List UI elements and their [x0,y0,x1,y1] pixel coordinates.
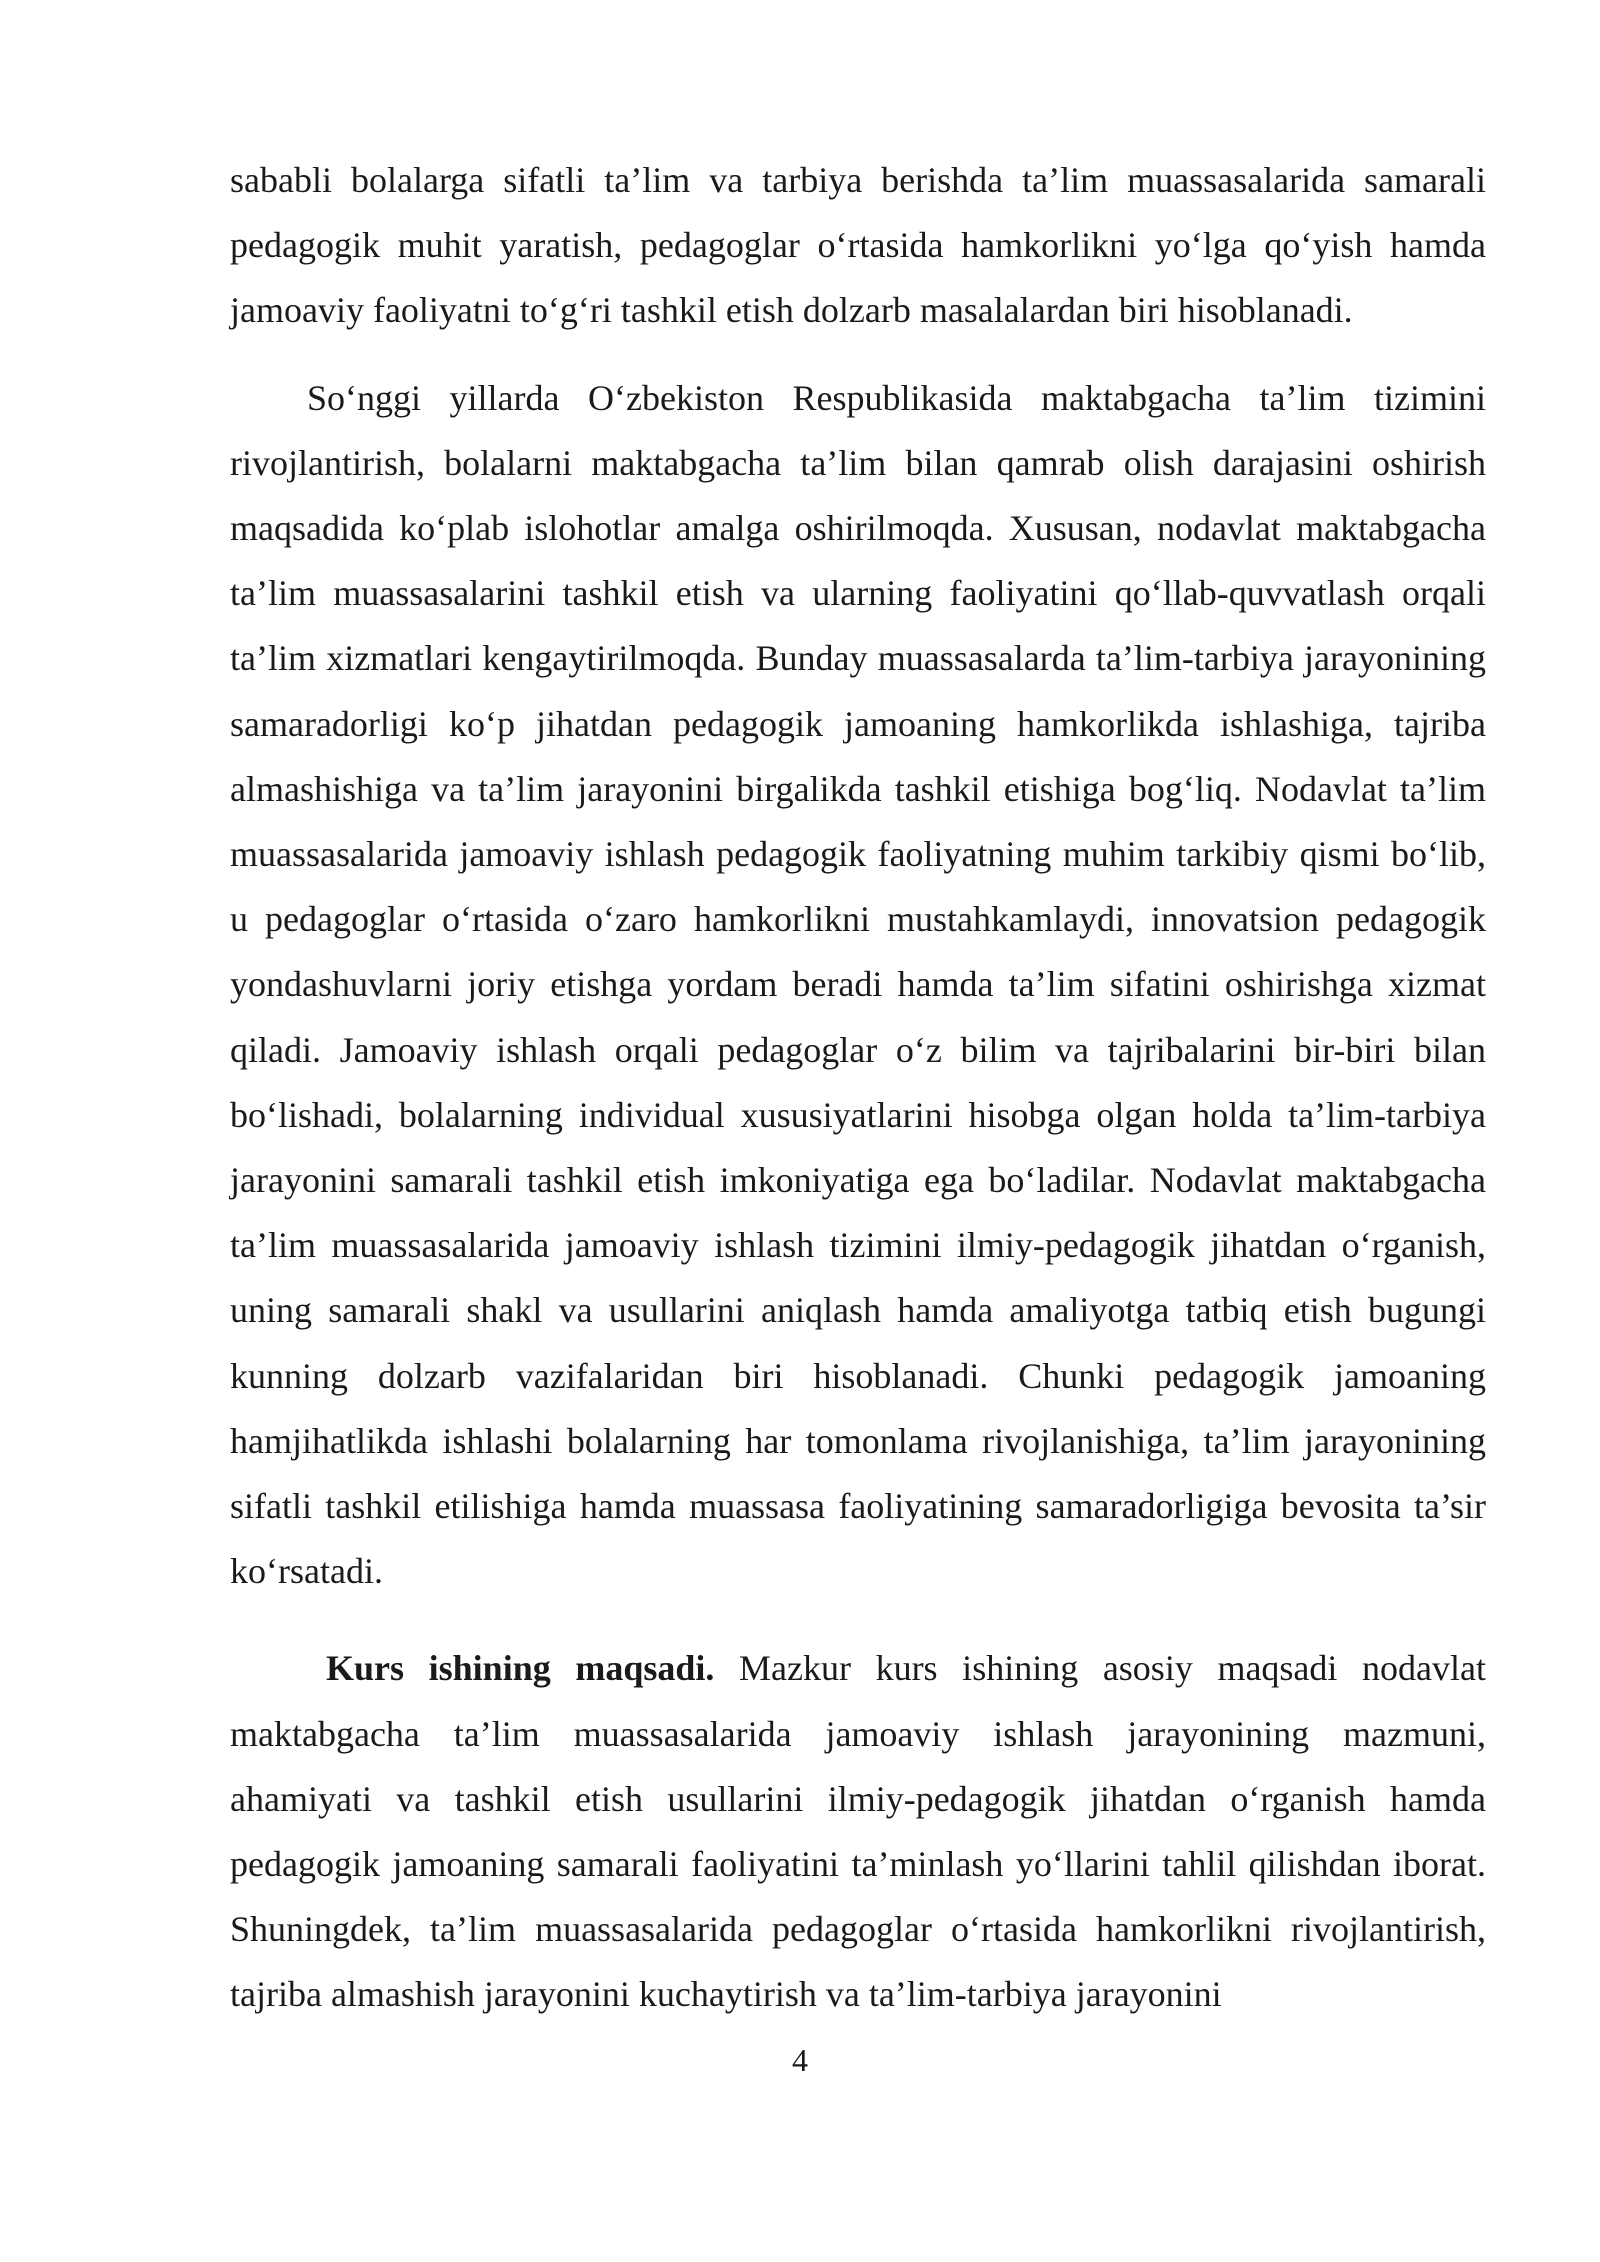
page-number: 4 [792,2042,808,2078]
paragraph-reforms: So‘nggi yillarda O‘zbekiston Respublikasida maktabgacha ta’lim tizimini rivojlantirish, bolalarni maktabgacha ta’lim bilan qamrab olish darajasini oshirish maqsadida ko‘plab islohotlar amalga oshirilmoqda. Xususan, nodavlat maktabgacha ta’lim muassasalarini tashkil etish va ularning faoliyatini qo‘llab-quvvatlash orqali ta’lim xizmatlari kengaytirilmoqda. Bunday muassasalarda ta’lim-tarbiya jarayonining samaradorligi ko‘p jihatdan pedagogik jamoaning hamkorlikda ishlashiga, tajriba almashishiga va ta’lim jarayonini birgalikda tashkil etishiga bog‘liq. Nodavlat ta’lim muassasalarida jamoaviy ishlash pedagogik faoliyatning muhim tarkibiy qismi bo‘lib, u pedagoglar o‘rtasida o‘zaro hamkorlikni mustahkamlaydi, innovatsion pedagogik yondashuvlarni joriy etishga yordam beradi hamda ta’lim sifatini oshirishga xizmat qiladi. Jamoaviy ishlash orqali pedagoglar o‘z bilim va tajribalarini bir-biri bilan bo‘lishadi, bolalarning individual xususiyatlarini hisobga olgan holda ta’lim-tarbiya jarayonini samarali tashkil etish imkoniyatiga ega bo‘ladilar. Nodavlat maktabgacha ta’lim muassasalarida jamoaviy ishlash tizimini ilmiy-pedagogik jihatdan o‘rganish, uning samarali shakl va usullarini aniqlash hamda amaliyotga tatbiq etish bugungi kunning dolzarb vazifalaridan biri hisoblanadi. Chunki pedagogik jamoaning hamjihatlikda ishlashi bolalarning har tomonlama rivojlanishiga, ta’lim jarayonining sifatli tashkil etilishiga hamda muassasa faoliyatining samaradorligiga bevosita ta’sir ko‘rsatadi. [230,377,1486,1592]
paragraph-continuation: sababli bolalarga sifatli ta’lim va tarbiya berishda ta’lim muassasalarida samarali pedagogik muhit yaratish, pedagoglar o‘rtasida hamkorlikni yo‘lga qo‘yish hamda jamoaviy faoliyatni to‘g‘ri tashkil etish dolzarb masalalardan biri hisoblanadi. [230,160,1486,331]
paragraph-course-goal [230,1636,1486,2027]
page-body [230,148,1486,2028]
course-goal-heading: Kurs ishining maqsadi. [326,1648,715,1689]
course-goal-text: Mazkur kurs ishining asosiy maqsadi nodavlat maktabgacha ta’lim muassasalarida jamoaviy ishlash jarayonining mazmuni, ahamiyati va tashkil etish usullarini ilmiy-pedagogik jihatdan o‘rganish hamda pedagogik jamoaning samarali faoliyatini ta’minlash yo‘llarini tahlil qilishdan iborat. Shuningdek, ta’lim muassasalarida pedagoglar o‘rtasida hamkorlikni rivojlantirish, tajriba almashish jarayonini kuchaytirish va ta’lim-tarbiya jarayonini [230,1648,1486,2015]
